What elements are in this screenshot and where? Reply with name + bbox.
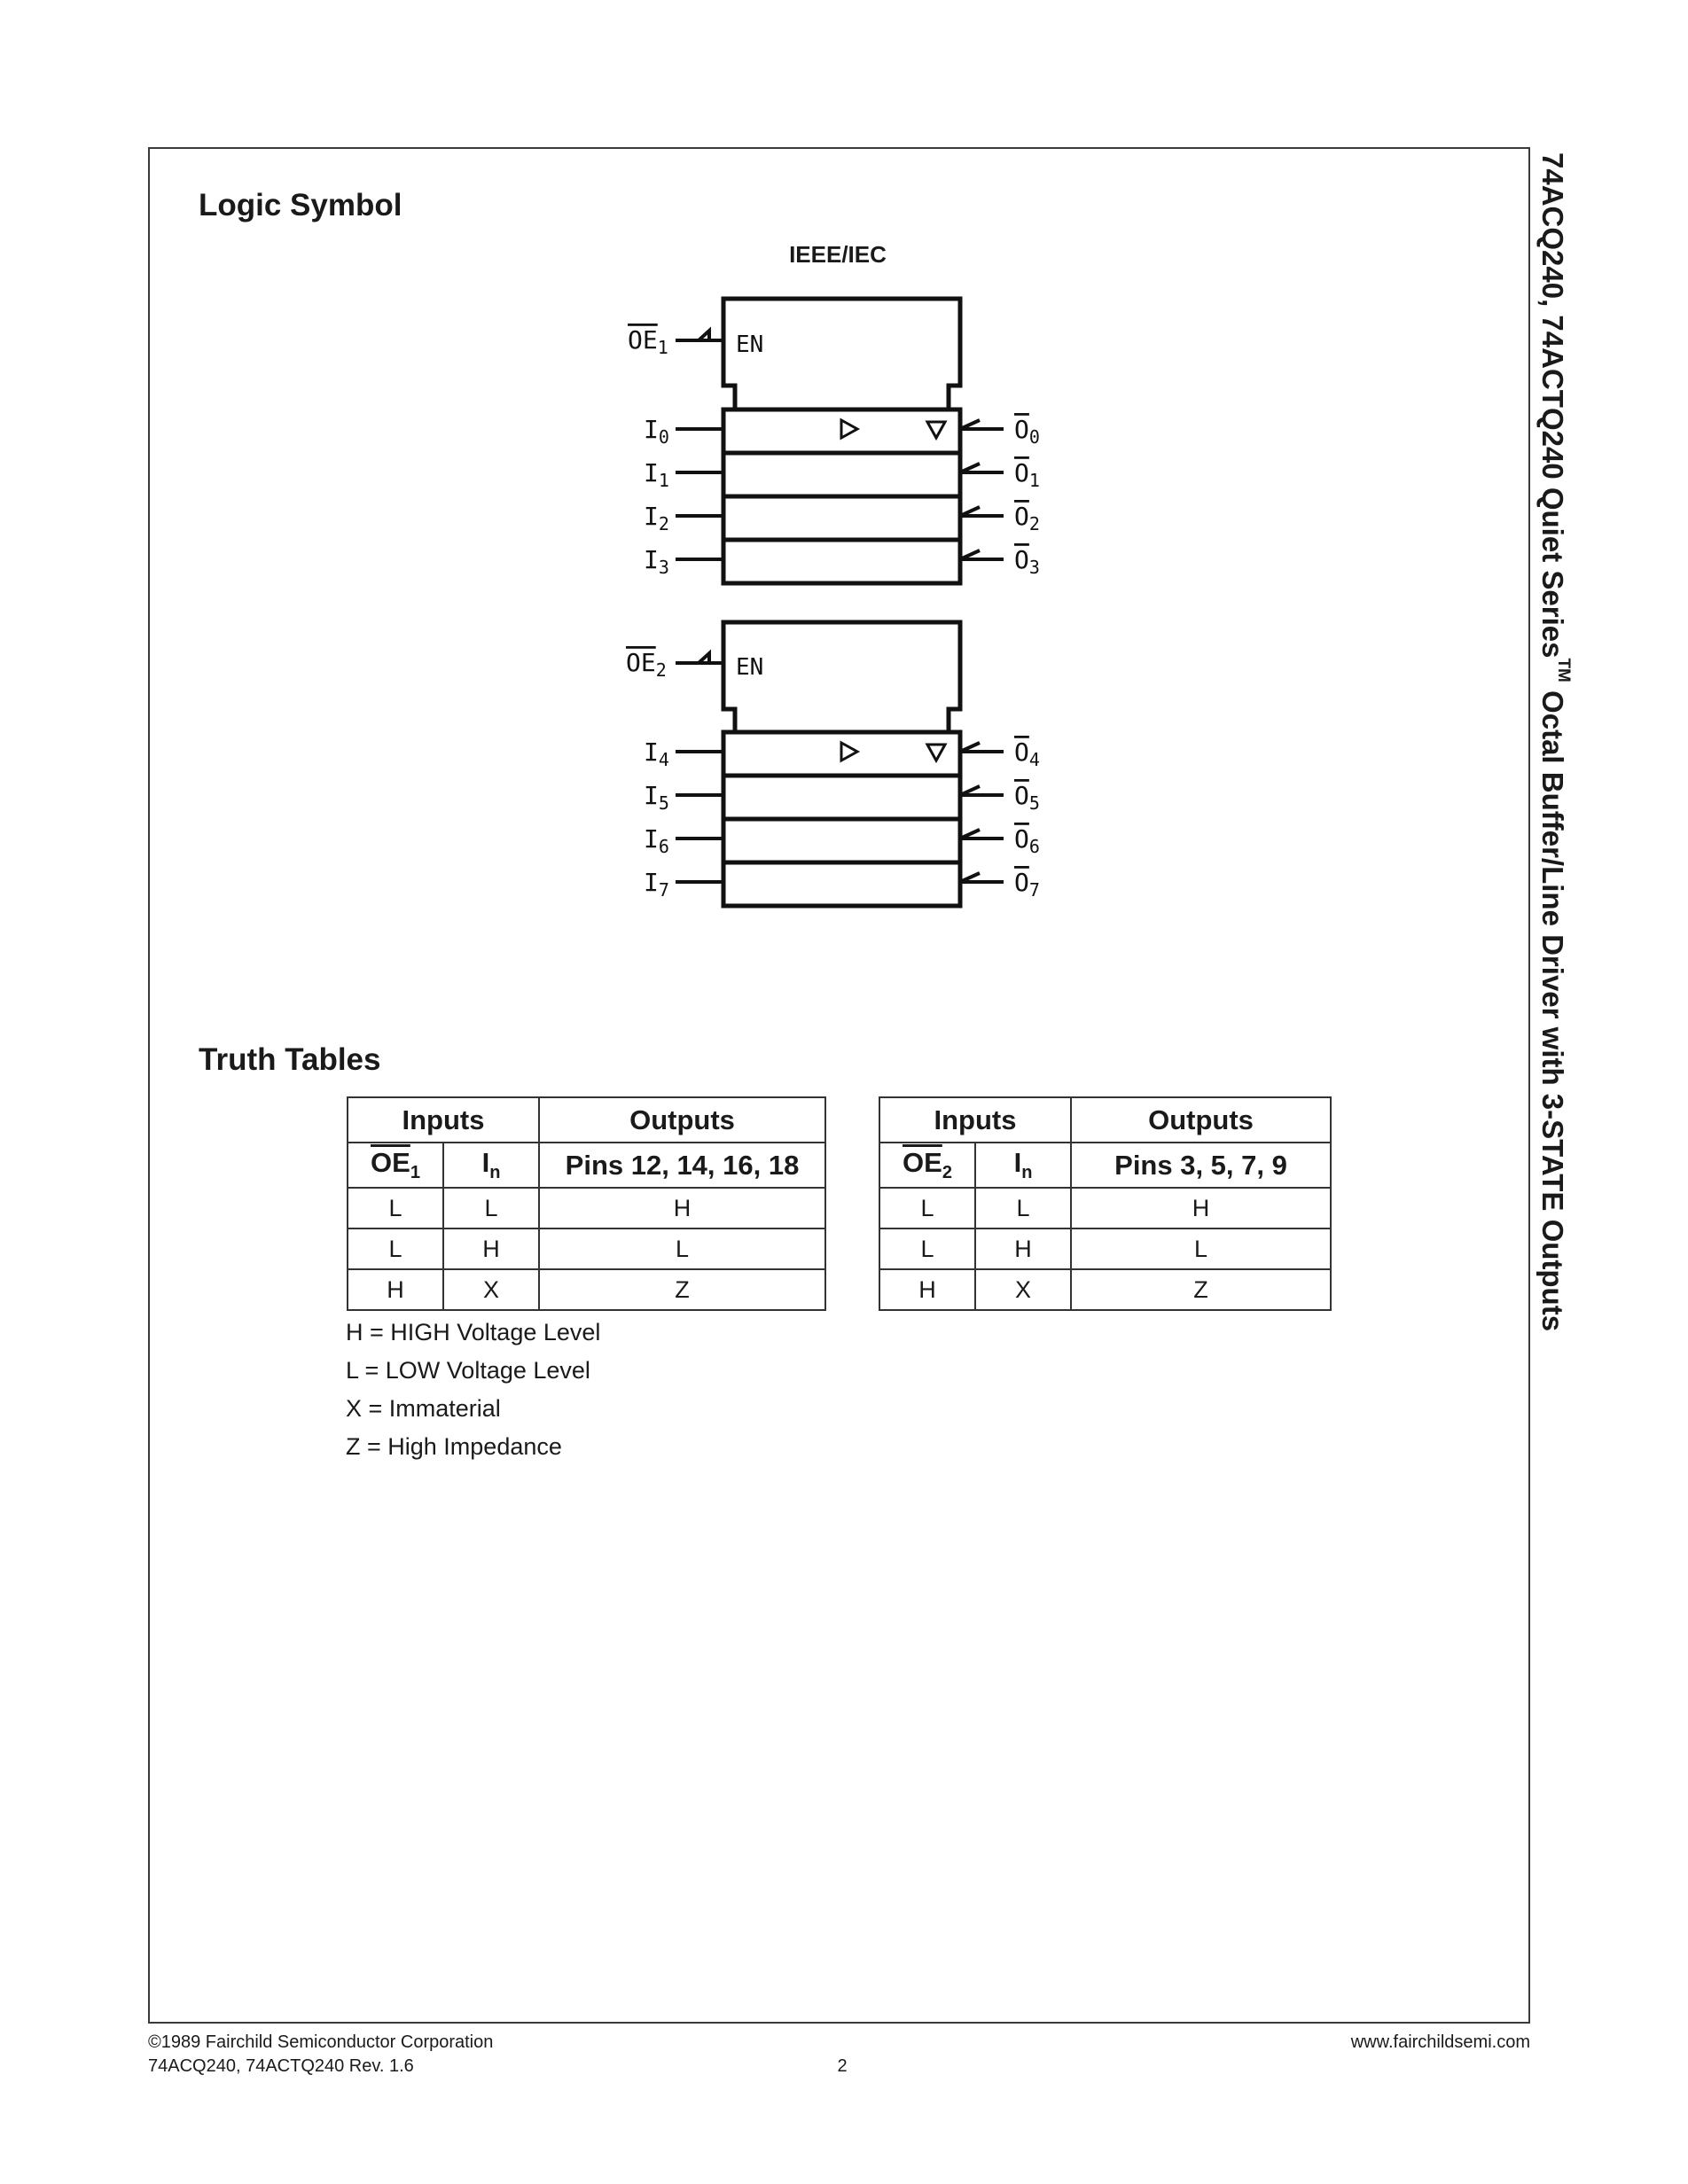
output-label-5: $O_5$ <box>1014 781 1040 814</box>
output-line-4 <box>960 743 1004 752</box>
input-label-6: $I_6$ <box>644 824 669 857</box>
buffer-symbol-2 <box>841 743 857 760</box>
output-line-1 <box>960 464 1004 472</box>
input-label-7: $I_7$ <box>644 868 669 901</box>
legend-item: Z = High Impedance <box>346 1433 562 1460</box>
table-cell: X <box>975 1269 1071 1310</box>
output-label-1: $O_1$ <box>1014 458 1040 491</box>
output-line-0 <box>960 420 1004 429</box>
tt1-outputs-header: Outputs <box>539 1097 825 1143</box>
table-cell: H <box>443 1228 539 1269</box>
legend-item: H = HIGH Voltage Level <box>346 1319 601 1346</box>
tt1-col-pins: Pins 12, 14, 16, 18 <box>539 1143 825 1188</box>
footer-website-link[interactable]: www.fairchildsemi.com <box>1350 2032 1530 2052</box>
input-label-4: $I_4$ <box>644 737 669 770</box>
output-line-2 <box>960 507 1004 516</box>
output-label-6: $O_6$ <box>1014 824 1040 857</box>
table-cell: X <box>443 1269 539 1310</box>
oe2-label: $OE_2$ <box>626 648 667 681</box>
truth-tables-heading: Truth Tables <box>199 1042 381 1077</box>
oe1-label: $OE_1$ <box>628 325 668 358</box>
output-label-0: $O_0$ <box>1014 415 1040 448</box>
buffer-symbol-1 <box>841 420 857 438</box>
logic-symbol-heading: Logic Symbol <box>199 188 402 222</box>
output-line-7 <box>960 873 1004 882</box>
tt1-inputs-header: Inputs <box>348 1097 539 1143</box>
table-cell: H <box>879 1269 975 1310</box>
table-cell: L <box>348 1228 443 1269</box>
en-label-1: EN <box>736 332 764 358</box>
input-label-1: $I_1$ <box>644 458 669 491</box>
side-document-title: 74ACQ240, 74ACTQ240 Quiet Series™ Octal Buffer/Line Driver with 3-STATE Outputs <box>1536 152 1573 1332</box>
en-label-2: EN <box>736 654 764 681</box>
tt2-col-pins: Pins 3, 5, 7, 9 <box>1071 1143 1331 1188</box>
table-row <box>879 1188 1331 1228</box>
tt2-inputs-header: Inputs <box>879 1097 1071 1143</box>
input-label-3: $I_3$ <box>644 545 669 578</box>
table-cell: H <box>348 1269 443 1310</box>
table-cell: L <box>1071 1228 1331 1269</box>
table-row <box>348 1188 825 1228</box>
table-row <box>879 1269 1331 1310</box>
truth-table-1 <box>347 1096 826 1311</box>
three-state-symbol-1 <box>927 422 945 438</box>
three-state-symbol-2 <box>927 745 945 760</box>
table-row <box>879 1228 1331 1269</box>
output-label-3: $O_3$ <box>1014 545 1040 578</box>
output-label-7: $O_7$ <box>1014 868 1040 901</box>
input-label-0: $I_0$ <box>644 415 669 448</box>
table-cell: H <box>539 1188 825 1228</box>
legend-item: L = LOW Voltage Level <box>346 1357 590 1384</box>
table-cell: H <box>975 1228 1071 1269</box>
tt2-outputs-header: Outputs <box>1071 1097 1331 1143</box>
output-line-5 <box>960 786 1004 795</box>
input-label-5: $I_5$ <box>644 781 669 814</box>
tt2-col-oe: $\overline{OE}_2$ <box>879 1143 975 1188</box>
table-cell: L <box>539 1228 825 1269</box>
tt2-col-in: $I_n$ <box>975 1143 1071 1188</box>
output-label-4: $O_4$ <box>1014 737 1040 770</box>
table-row <box>348 1228 825 1269</box>
table-cell: H <box>1071 1188 1331 1228</box>
legend-item: X = Immaterial <box>346 1395 501 1422</box>
tt1-col-in: $I_n$ <box>443 1143 539 1188</box>
footer-page-number: 2 <box>837 2056 848 2076</box>
output-line-3 <box>960 550 1004 559</box>
input-label-2: $I_2$ <box>644 502 669 534</box>
tt1-col-oe: $\overline{OE}_1$ <box>348 1143 443 1188</box>
table-cell: Z <box>1071 1269 1331 1310</box>
ieee-iec-label: IEEE/IEC <box>789 241 887 268</box>
table-cell: L <box>879 1228 975 1269</box>
table-row <box>348 1269 825 1310</box>
footer-part-revision: 74ACQ240, 74ACTQ240 Rev. 1.6 <box>148 2056 414 2076</box>
truth-table-2 <box>879 1096 1332 1311</box>
table-cell: L <box>443 1188 539 1228</box>
table-cell: L <box>879 1188 975 1228</box>
output-label-2: $O_2$ <box>1014 502 1040 534</box>
footer-copyright: ©1989 Fairchild Semiconductor Corporation <box>148 2032 494 2052</box>
table-cell: L <box>348 1188 443 1228</box>
output-line-6 <box>960 830 1004 838</box>
truth-table-legend <box>346 1314 600 1466</box>
table-cell: L <box>975 1188 1071 1228</box>
logic-symbol-diagram <box>603 284 1082 922</box>
table-cell: Z <box>539 1269 825 1310</box>
